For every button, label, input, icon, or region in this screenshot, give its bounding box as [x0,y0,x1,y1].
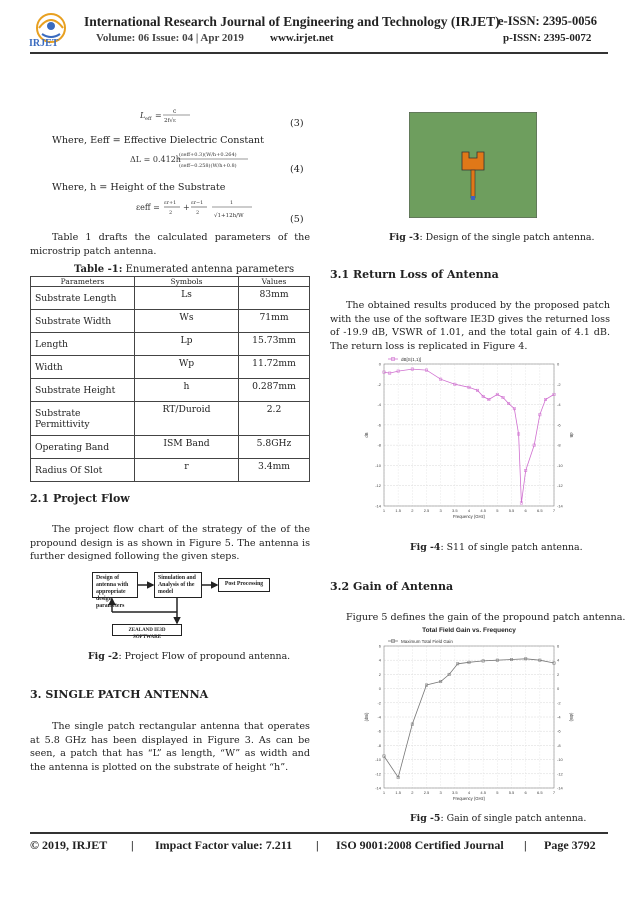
y-axis-label-right: (dBi) [569,712,574,722]
y-axis-label: (dBi) [364,712,369,722]
x-tick-label: 7 [552,790,556,795]
y-tick-label: -12 [375,483,381,489]
y-tick-label: -4 [377,714,381,720]
fig-5-text: : Gain of single patch antenna. [440,813,587,824]
y-tick-label-right: -2 [557,381,561,387]
eissn: e-ISSN: 2395-0056 [498,14,597,28]
table-cell: Ws [135,310,239,333]
x-tick-label: 6 [524,508,527,513]
pissn: p-ISSN: 2395-0072 [503,32,592,44]
x-tick-label: 3.5 [452,508,458,513]
table-cell: 3.4mm [239,459,310,482]
table-caption [74,264,294,275]
y-tick-label: -4 [377,402,381,408]
x-tick-label: 6.5 [537,790,543,795]
fig-3-caption [389,232,595,243]
table-row [31,287,310,310]
x-tick-label: 5.5 [508,508,515,513]
section-2-1-heading: 2.1 Project Flow [30,492,130,505]
x-tick-label: 4 [467,790,471,795]
y-tick-label-right: -2 [557,700,561,706]
footer-separator: | [131,838,134,852]
section-3-1-heading: 3.1 Return Loss of Antenna [330,268,499,281]
y-tick-label: 0 [378,361,381,367]
svg-text:2f√ε: 2f√ε [164,118,176,124]
y-tick-label: 0 [378,686,381,692]
fig-3-label: Fig -3 [389,232,420,243]
fig-2-text: : Project Flow of propound antenna. [118,651,291,662]
fig-5-caption [410,813,586,824]
x-tick-label: 6.5 [537,508,543,513]
y-axis-label: dB [364,432,369,438]
equation-3-image [140,106,192,124]
y-tick-label-right: -4 [557,714,561,720]
parameters-table [30,276,310,482]
where-eeff: Where, Eeff = Effective Dielectric Constant [52,135,264,146]
gain-chart [362,624,578,806]
equation-5-image [136,195,254,225]
footer-impact-factor: Impact Factor value: 7.211 [155,838,293,852]
footer-page-number: Page 3792 [544,838,596,852]
table-cell: RT/Duroid [135,402,239,436]
y-tick-label-right: -8 [557,442,561,448]
project-flow-diagram [92,572,272,642]
y-tick-label: 2 [378,671,381,677]
fig-2-label: Fig -2 [88,651,119,662]
x-tick-label: 2.5 [423,790,430,795]
table-cell: Width [31,356,135,379]
table-cell: Substrate Length [31,287,135,310]
x-axis-label: Frequency (GHz) [452,796,486,801]
y-tick-label-right: -10 [557,757,563,763]
y-tick-label: -8 [377,442,381,448]
flow-box-post-processing: Post Processing [218,578,270,592]
svg-text:2: 2 [169,210,173,216]
x-axis-label: Frequency (GHz) [452,514,486,519]
table-cell: Operating Band [31,436,135,459]
fig-4-label: Fig -4 [410,542,441,553]
y-tick-label: -12 [375,771,381,777]
svg-text:εeff =: εeff = [136,203,160,212]
svg-text:2: 2 [196,210,200,216]
table-cell: 5.8GHz [239,436,310,459]
x-tick-label: 3 [439,508,442,513]
x-tick-label: 2 [411,790,414,795]
table-cell: 0.287mm [239,379,310,402]
fig-4-text: : S11 of single patch antenna. [440,542,583,553]
y-tick-label-right: -14 [557,785,563,791]
y-axis-label-right: dB [569,432,574,438]
svg-text:√1+12h/W: √1+12h/W [214,213,244,219]
table-cell: h [135,379,239,402]
y-tick-label-right: 2 [557,671,560,677]
table-cell: 11.72mm [239,356,310,379]
x-tick-label: 3 [439,790,442,795]
y-tick-label-right: -14 [557,503,563,509]
x-tick-label: 1 [382,508,386,513]
svg-text:L: L [140,111,146,120]
y-tick-label: -6 [377,422,381,428]
table-header-row [31,277,310,287]
x-tick-label: 5.5 [508,790,515,795]
x-tick-label: 5 [496,790,499,795]
table-row [31,436,310,459]
x-tick-label: 1 [382,790,386,795]
y-tick-label-right: 6 [557,643,560,649]
fig-4-caption [410,542,583,553]
fig-3-text: : Design of the single patch antenna. [419,232,595,243]
table-intro-paragraph: Table 1 drafts the calculated parameters of the microstrip patch antenna. [30,232,310,257]
footer-copyright: © 2019, IRJET [30,838,108,852]
section-3-2-heading: 3.2 Gain of Antenna [330,580,454,593]
y-tick-label-right: -12 [557,771,563,777]
y-tick-label-right: 0 [557,361,560,367]
table-row [31,310,310,333]
svg-text:eff: eff [145,116,152,122]
flow-box-software: ZEALAND IE3D SOFTWARE [112,624,182,636]
header-rule [30,52,608,54]
y-tick-label: -6 [377,728,381,734]
x-tick-label: 4.5 [480,508,486,513]
equation-4-image [130,147,250,171]
x-tick-label: 4 [467,508,471,513]
y-tick-label: -8 [377,742,381,748]
table-row [31,333,310,356]
y-tick-label: -14 [375,503,381,509]
table-header-cell: Values [239,277,310,287]
y-tick-label-right: -6 [557,422,561,428]
svg-text:εr+1: εr+1 [164,200,177,206]
patch-antenna-figure [409,112,537,218]
svg-text:=: = [155,111,162,120]
equation-3-number: (3) [290,118,304,129]
x-tick-label: 2.5 [423,508,430,513]
y-tick-label: -14 [375,785,381,791]
table-caption-text: Enumerated antenna parameters [122,264,295,275]
footer-rule [30,832,608,834]
table-header-cell: Symbols [135,277,239,287]
table-cell: r [135,459,239,482]
x-tick-label: 5 [496,508,499,513]
table-cell: Ls [135,287,239,310]
svg-text:1: 1 [230,200,234,206]
y-tick-label: -10 [375,462,381,468]
x-tick-label: 2 [411,508,414,513]
legend-label: Maximum Total Field Gain [401,639,453,644]
table-cell: 2.2 [239,402,310,436]
flow-arrows [92,572,272,642]
flow-box-simulation: Simulation and Analysis of the model [154,572,202,598]
y-tick-label-right: -8 [557,742,561,748]
section-3-2-paragraph: Figure 5 defines the gain of the propound patch antenna. [346,612,626,623]
chart-title: Total Field Gain vs. Frequency [422,627,516,634]
section-2-1-paragraph: The project flow chart of the strategy of the of the propound design is as shown in Figure 5. The antenna is further designed following the given steps. [30,524,310,562]
table-cell: Wp [135,356,239,379]
journal-title: International Research Journal of Engineering and Technology (IRJET) [84,14,500,29]
table-cell: Substrate Height [31,379,135,402]
s11-chart-svg [362,352,578,524]
footer-separator: | [316,838,319,852]
table-cell: Length [31,333,135,356]
table-header-cell: Parameters [31,277,135,287]
section-3-1-paragraph: The obtained results produced by the proposed patch with the use of the software IE3D gives the returned loss of -19.9 dB, VSWR of 1.01, and the total gain of 4.1 dB. The return loss is replicated in Figure 4. [330,300,610,352]
legend-label: dB[S(1,1)] [401,357,422,362]
svg-text:c: c [173,108,177,115]
y-tick-label: -10 [375,757,381,763]
footer-iso: ISO 9001:2008 Certified Journal [336,838,504,852]
logo-text: IRJET [29,38,59,49]
y-tick-label: -2 [377,700,381,706]
y-tick-label-right: -10 [557,462,563,468]
x-tick-label: 1.5 [395,790,401,795]
table-cell: Radius Of Slot [31,459,135,482]
flow-box-design: Design of antenna with appropriate design parameters [92,572,138,598]
table-cell: ISM Band [135,436,239,459]
y-tick-label: -2 [377,381,381,387]
table-row [31,459,310,482]
x-tick-label: 7 [552,508,556,513]
table-cell: 83mm [239,287,310,310]
y-tick-label-right: -12 [557,483,563,489]
y-tick-label-right: 4 [557,657,560,663]
svg-text:ΔL = 0.412h: ΔL = 0.412h [130,155,181,164]
s11-chart [362,352,578,524]
svg-text:+: + [183,203,190,212]
y-tick-label-right: -4 [557,402,561,408]
svg-text:(εeff−0.258)(W/h+0.8): (εeff−0.258)(W/h+0.8) [179,163,237,169]
gain-chart-svg [362,624,578,806]
fig-5-label: Fig -5 [410,813,441,824]
y-tick-label: 6 [378,643,381,649]
table-cell: Substrate Width [31,310,135,333]
section-3-paragraph: The single patch rectangular antenna that operates at 5.8 GHz has been displayed in Figure 3. As can be seen, a patch that has “L” as length, “W” as width and the antenna is plotted on the substrate of height “h”. [30,721,310,773]
table-cell: Lp [135,333,239,356]
volume-issue: Volume: 06 Issue: 04 | Apr 2019 [96,32,244,44]
x-tick-label: 3.5 [452,790,458,795]
equation-5-number: (5) [290,214,304,225]
svg-text:(εeff+0.3)(W/h+0.264): (εeff+0.3)(W/h+0.264) [179,152,237,158]
website-link[interactable]: www.irjet.net [270,32,334,44]
footer-separator: | [524,838,527,852]
y-tick-label-right: 0 [557,686,560,692]
table-row [31,356,310,379]
x-tick-label: 4.5 [480,790,486,795]
x-tick-label: 1.5 [395,508,401,513]
where-h: Where, h = Height of the Substrate [52,182,226,193]
section-3-heading: 3. SINGLE PATCH ANTENNA [30,688,209,701]
table-caption-label: Table -1: [74,264,123,275]
table-cell: 15.73mm [239,333,310,356]
table-row [31,402,310,436]
y-tick-label-right: -6 [557,728,561,734]
table-cell: Substrate Permittivity [31,402,135,436]
table-cell: 71mm [239,310,310,333]
fig-2-caption [88,651,290,662]
equation-4-number: (4) [290,164,304,175]
table-row [31,379,310,402]
y-tick-label: 4 [378,657,381,663]
x-tick-label: 6 [524,790,527,795]
svg-text:εr−1: εr−1 [191,200,204,206]
